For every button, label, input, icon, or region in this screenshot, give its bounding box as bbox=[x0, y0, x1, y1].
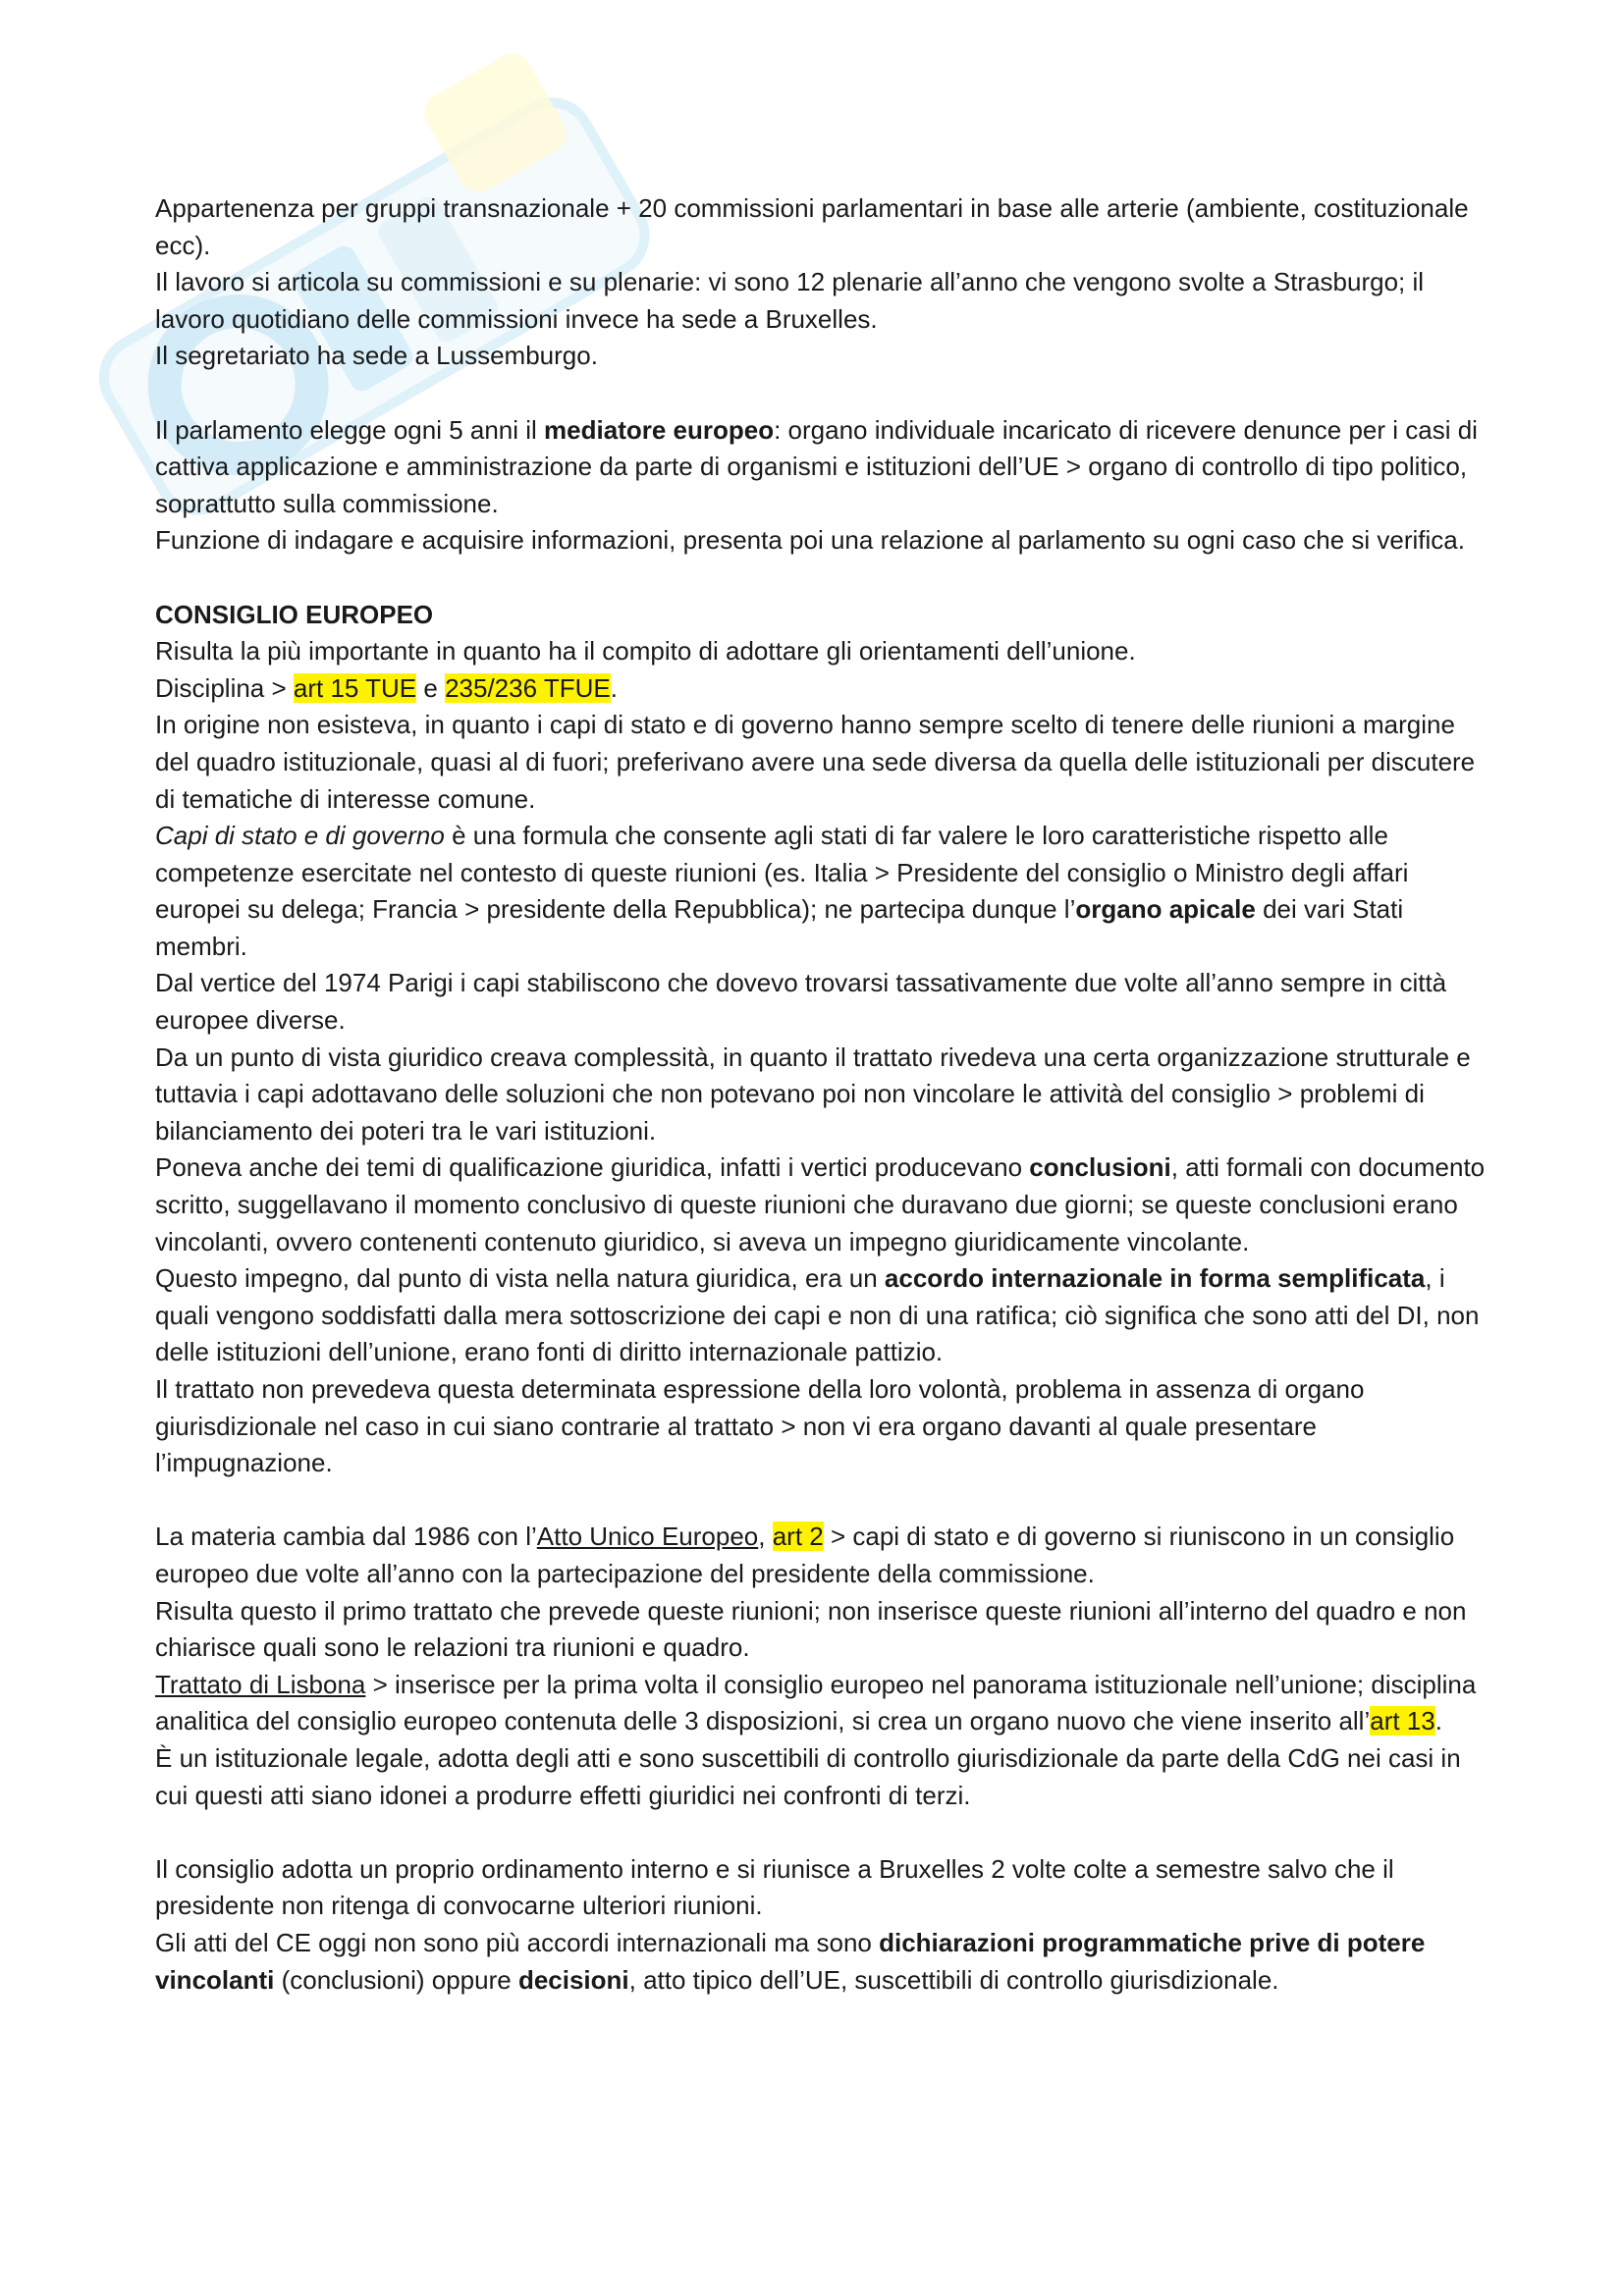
paragraph: Funzione di indagare e acquisire informazioni, presenta poi una relazione al parlamento su ogni caso che si verifica. bbox=[155, 525, 1465, 556]
bold-term: accordo internazionale in forma semplificata bbox=[884, 1263, 1426, 1294]
bold-term: decisioni bbox=[517, 1964, 629, 1995]
paragraph: Questo impegno, dal punto di vista nella natura giuridica, era un accordo internazionale in forma semplificata, i quali vengono soddisfatti dalla mera sottoscrizione dei capi e non di una ratifica; ciò significa che sono atti del DI, non delle istituzioni dell’unione, erano fonti di diritto internazionale pattizio. bbox=[155, 1263, 1480, 1367]
highlight: art 13 bbox=[1370, 1706, 1435, 1736]
paragraph: Il parlamento elegge ogni 5 anni il mediatore europeo: organo individuale incaricato di ricevere denunce per i casi di cattiva applicazione e amministrazione da parte di organismi e istituzioni dell’UE > organo di controllo di tipo politico, soprattutto sulla commissione. bbox=[155, 414, 1478, 518]
paragraph: Il consiglio adotta un proprio ordinamento interno e si riunisce a Bruxelles 2 volte colte a semestre salvo che il presidente non ritenga di convocarne ulteriori riunioni. bbox=[155, 1853, 1394, 1921]
highlight: 235/236 TFUE bbox=[445, 672, 611, 703]
paragraph: Poneva anche dei temi di qualificazione giuridica, infatti i vertici producevano conclusioni, atti formali con documento scritto, suggellavano il momento conclusivo di queste riunioni che duravano due giorni; se queste conclusioni erano vincolanti, ovvero contenenti contenuto giuridico, si aveva un impegno giuridicamente vincolante. bbox=[155, 1152, 1486, 1256]
bold-term: mediatore europeo bbox=[544, 414, 775, 445]
bold-term: dichiarazioni programmatiche prive di potere vincolanti bbox=[155, 1927, 1426, 1995]
paragraph: Il trattato non prevedeva questa determinata espressione della loro volontà, problema in assenza di organo giurisdizionale nel caso in cui siano contrarie al trattato > non vi era organo davanti al quale presentare l’impugnazione. bbox=[155, 1374, 1365, 1478]
paragraph: Il lavoro si articola su commissioni e su plenarie: vi sono 12 plenarie all’anno che vengono svolte a Strasburgo; il lavoro quotidiano delle commissioni invece ha sede a Bruxelles. bbox=[155, 267, 1425, 334]
paragraph: La materia cambia dal 1986 con l’Atto Unico Europeo, art 2 > capi di stato e di governo si riuniscono in un consiglio europeo due volte all’anno con la partecipazione del presidente della commissione. bbox=[155, 1522, 1455, 1588]
paragraph: Gli atti del CE oggi non sono più accordi internazionali ma sono dichiarazioni programmatiche prive di potere vincolanti (conclusioni) oppure decisioni, atto tipico dell’UE, suscettibili di controllo giurisdizionale. bbox=[155, 1927, 1426, 1995]
paragraph: In origine non esisteva, in quanto i capi di stato e di governo hanno sempre scelto di tenere delle riunioni a margine del quadro istituzionale, quasi al di fuori; preferivano avere una sede diversa da quella delle istituzionali per discutere di tematiche di interesse comune. bbox=[155, 710, 1476, 814]
paragraph: Appartenenza per gruppi transnazionale + 20 commissioni parlamentari in base alle arterie (ambiente, costituzionale ecc). bbox=[155, 193, 1469, 260]
highlight: art 15 TUE bbox=[293, 672, 417, 703]
bold-term: organo apicale bbox=[1075, 894, 1256, 925]
section-heading: CONSIGLIO EUROPEO bbox=[155, 599, 434, 629]
paragraph: Da un punto di vista giuridico creava complessità, in quanto il trattato rivedeva una certa organizzazione strutturale e tuttavia i capi adottavano delle soluzioni che non potevano poi non vincolare le attività del consiglio > problemi di bilanciamento dei poteri tra le vari istituzioni. bbox=[155, 1041, 1471, 1146]
paragraph: È un istituzionale legale, adotta degli atti e sono suscettibili di controllo giurisdizionale da parte della CdG nei casi in cui questi atti siano idonei a produrre effetti giuridici nei confronti di terzi. bbox=[155, 1742, 1461, 1810]
paragraph: Risulta la più importante in quanto ha il compito di adottare gli orientamenti dell’unione. bbox=[155, 636, 1136, 667]
paragraph: Dal vertice del 1974 Parigi i capi stabiliscono che dovevo trovarsi tassativamente due volte all’anno sempre in città europee diverse. bbox=[155, 968, 1447, 1036]
bold-term: conclusioni bbox=[1029, 1152, 1171, 1183]
document-body bbox=[155, 190, 1490, 1999]
underlined-term: Trattato di Lisbona bbox=[155, 1669, 366, 1699]
highlight: art 2 bbox=[772, 1522, 824, 1552]
paragraph: Il segretariato ha sede a Lussemburgo. bbox=[155, 341, 598, 371]
paragraph: Disciplina > art 15 TUE e 235/236 TFUE. bbox=[155, 672, 618, 703]
paragraph: Trattato di Lisbona > inserisce per la prima volta il consiglio europeo nel panorama istituzionale nell’unione; disciplina analitica del consiglio europeo contenuta delle 3 disposizioni, si crea un organo nuovo che viene inserito all’art 13. bbox=[155, 1669, 1477, 1736]
underlined-term: Atto Unico Europeo bbox=[536, 1522, 759, 1552]
paragraph: Risulta questo il primo trattato che prevede queste riunioni; non inserisce queste riunioni all’interno del quadro e non chiarisce quali sono le relazioni tra riunioni e quadro. bbox=[155, 1595, 1467, 1663]
paragraph: Capi di stato e di governo è una formula che consente agli stati di far valere le loro caratteristiche rispetto alle competenze esercitate nel contesto di queste riunioni (es. Italia > Presidente del consiglio o Ministro degli affari europei su delega; Francia > presidente della Repubblica); ne partecipa dunque l’organo apicale dei vari Stati membri. bbox=[155, 821, 1409, 961]
